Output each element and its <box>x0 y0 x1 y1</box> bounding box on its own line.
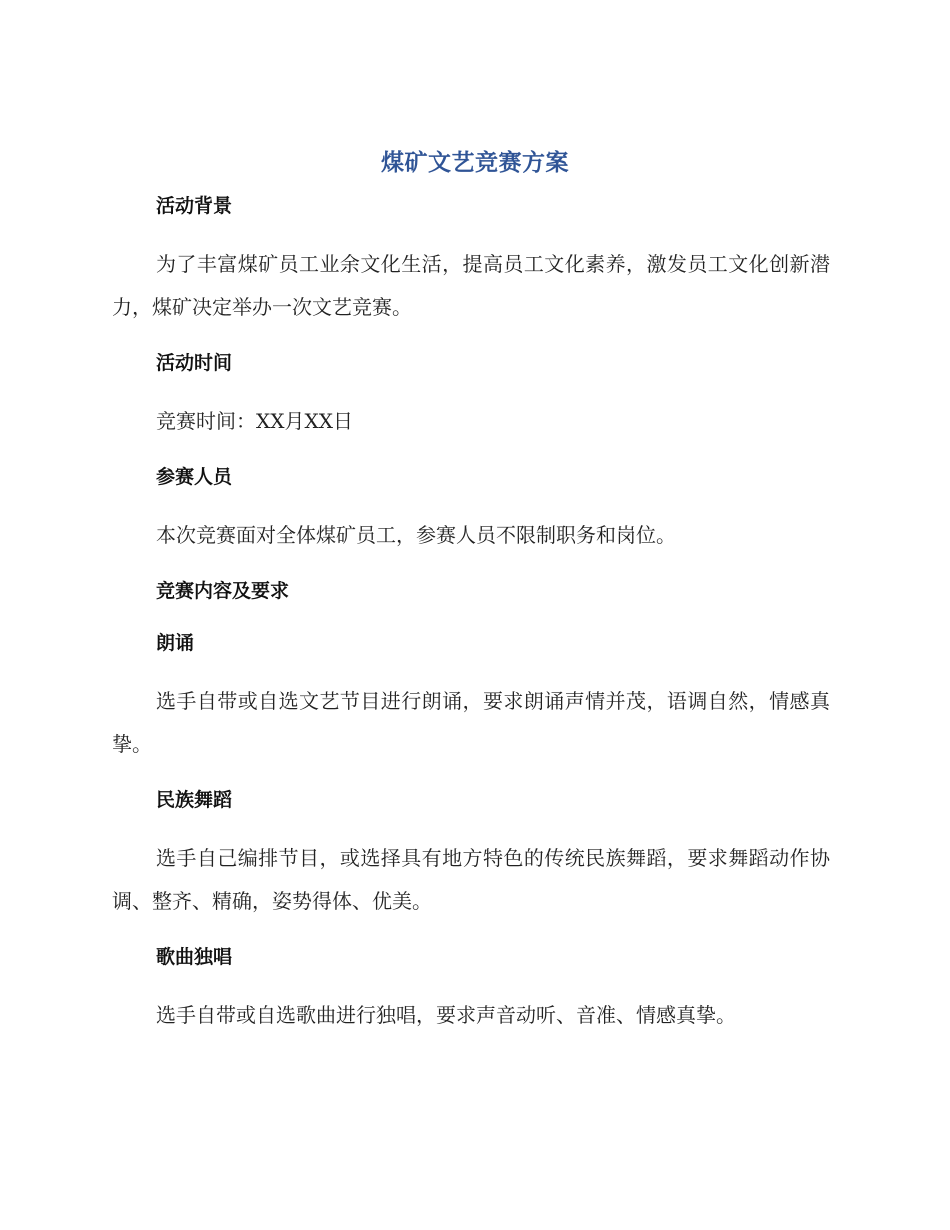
section-body-time: 竞赛时间：XX月XX日 <box>156 409 353 433</box>
section-heading-content-requirements: 竞赛内容及要求 <box>156 580 290 602</box>
section-heading-solo-singing: 歌曲独唱 <box>156 946 233 968</box>
section-body-participants: 本次竞赛面对全体煤矿员工，参赛人员不限制职务和岗位。 <box>156 523 676 547</box>
document-title: 煤矿文艺竞赛方案 <box>381 150 569 176</box>
section-heading-time: 活动时间 <box>156 352 233 374</box>
document-body <box>112 188 830 1037</box>
section-heading-recitation: 朗诵 <box>156 632 195 654</box>
section-heading-folk-dance: 民族舞蹈 <box>156 789 233 811</box>
section-body-folk-dance: 选手自己编排节目，或选择具有地方特色的传统民族舞蹈，要求舞蹈动作协调、整齐、精确，姿势得体、优美。 <box>112 846 830 913</box>
section-body-solo-singing: 选手自带或自选歌曲进行独唱，要求声音动听、音准、情感真挚。 <box>156 1003 736 1027</box>
section-body-recitation: 选手自带或自选文艺节目进行朗诵，要求朗诵声情并茂，语调自然，情感真挚。 <box>112 689 830 756</box>
section-heading-background: 活动背景 <box>156 195 233 217</box>
section-body-background: 为了丰富煤矿员工业余文化生活，提高员工文化素养，激发员工文化创新潜力，煤矿决定举办一次文艺竞赛。 <box>112 252 830 319</box>
section-heading-participants: 参赛人员 <box>156 466 233 488</box>
